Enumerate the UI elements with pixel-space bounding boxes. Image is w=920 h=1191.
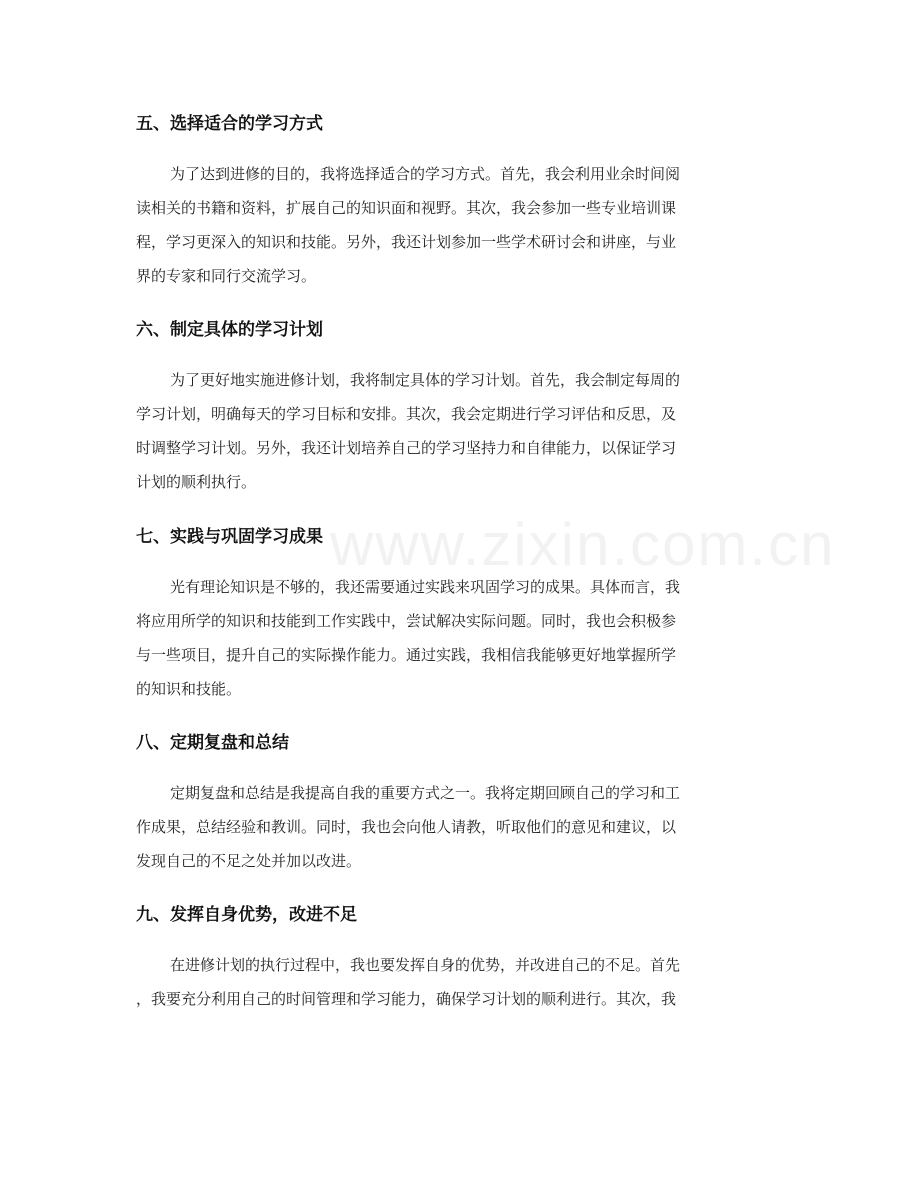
section-heading-8: 八、定期复盘和总结 (136, 733, 289, 753)
paragraph-line: 定期复盘和总结是我提高自我的重要方式之一。我将定期回顾自己的学习和工 (170, 784, 681, 802)
paragraph-line: 计划的顺利执行。 (136, 473, 257, 491)
section-heading-6: 六、制定具体的学习计划 (136, 320, 323, 340)
paragraph-line: ，我要充分利用自己的时间管理和学习能力，确保学习计划的顺利进行。其次，我 (136, 990, 677, 1008)
paragraph-line: 学习计划，明确每天的学习目标和安排。其次，我会定期进行学习评估和反思，及 (136, 405, 677, 423)
section-heading-7: 七、实践与巩固学习成果 (136, 527, 323, 547)
paragraph-line: 读相关的书籍和资料，扩展自己的知识面和视野。其次，我会参加一些专业培训课 (136, 199, 677, 217)
paragraph-line: 为了更好地实施进修计划，我将制定具体的学习计划。首先，我会制定每周的 (170, 371, 681, 389)
paragraph-line: 为了达到进修的目的，我将选择适合的学习方式。首先，我会利用业余时间阅 (170, 165, 681, 183)
paragraph-line: 在进修计划的执行过程中，我也要发挥自身的优势，并改进自己的不足。首先 (170, 956, 681, 974)
section-heading-5: 五、选择适合的学习方式 (136, 114, 323, 134)
paragraph-line: 作成果，总结经验和教训。同时，我也会向他人请教，听取他们的意见和建议，以 (136, 818, 677, 836)
paragraph-line: 程，学习更深入的知识和技能。另外，我还计划参加一些学术研讨会和讲座，与业 (136, 233, 677, 251)
paragraph-line: 的知识和技能。 (136, 680, 242, 698)
paragraph-line: 将应用所学的知识和技能到工作实践中，尝试解决实际问题。同时，我也会积极参 (136, 612, 677, 630)
paragraph-line: 光有理论知识是不够的，我还需要通过实践来巩固学习的成果。具体而言，我 (170, 578, 681, 596)
paragraph-line: 界的专家和同行交流学习。 (136, 267, 317, 285)
watermark: www.zixin.com.cn (330, 511, 836, 578)
section-heading-9: 九、发挥自身优势，改进不足 (136, 905, 357, 925)
paragraph-line: 与一些项目，提升自己的实际操作能力。通过实践，我相信我能够更好地掌握所学 (136, 646, 677, 664)
paragraph-line: 发现自己的不足之处并加以改进。 (136, 852, 362, 870)
paragraph-line: 时调整学习计划。另外，我还计划培养自己的学习坚持力和自律能力，以保证学习 (136, 439, 677, 457)
